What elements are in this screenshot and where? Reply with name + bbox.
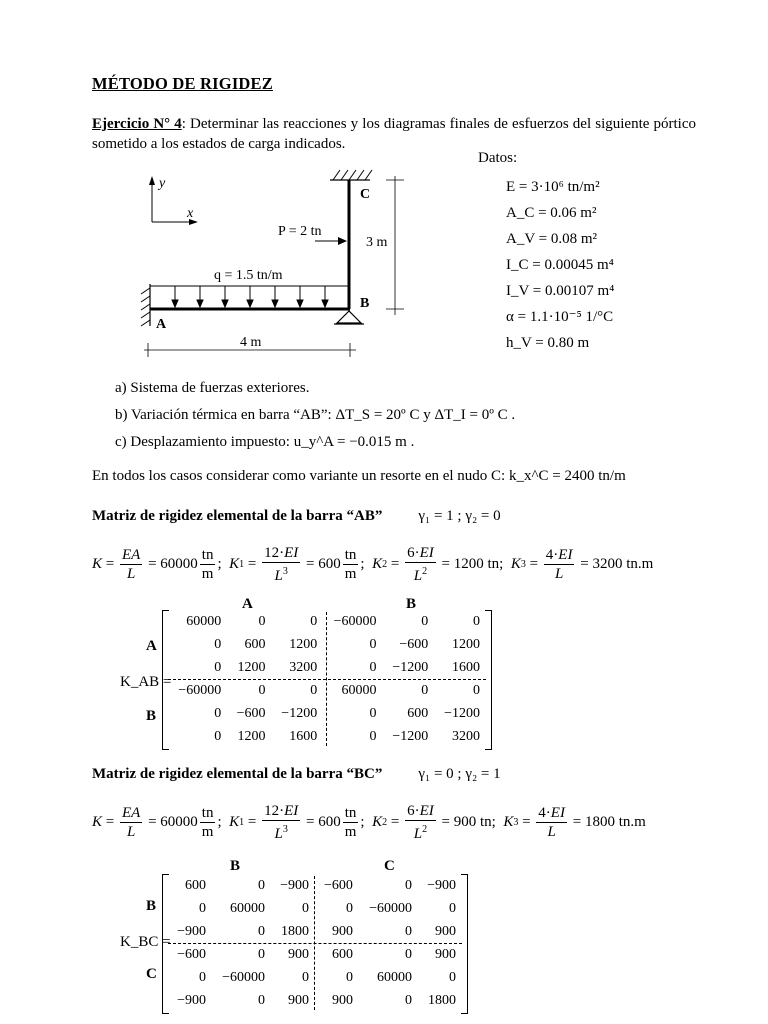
bar-bc-gammas: γ₁ = 0 ; γ₂ = 1	[418, 766, 501, 782]
matrix-cell: 600	[407, 706, 429, 721]
matrix-cell: −900	[280, 878, 309, 893]
matrix-cell: −600	[399, 637, 429, 652]
spring-note: En todos los casos considerar como variante un resorte en el nudo C: k_x^C = 2400 tn/m	[92, 468, 626, 484]
matrix-cell: 600	[331, 947, 353, 962]
bar-bc-k1: 600	[318, 814, 341, 830]
bar-bc-k3: 1800 tn.m	[584, 814, 646, 830]
fixed-support-a-icon	[141, 284, 150, 326]
matrix-row	[168, 966, 462, 989]
bar-ab-row-node-1: A	[146, 638, 157, 654]
matrix-cell: 1200	[289, 637, 318, 652]
bar-bc-row-node-2: C	[146, 966, 157, 982]
bar-ab-heading	[92, 508, 501, 525]
datos-item: I_C = 0.00045 m⁴	[506, 257, 614, 273]
height-label: 3 m	[366, 235, 388, 250]
matrix-cell: 60000	[186, 614, 222, 629]
matrix-cell: −1200	[392, 729, 429, 744]
bar-ab-k1: 600	[318, 556, 341, 572]
matrix-cell: −900	[177, 924, 206, 939]
bar-bc-row-node-1: B	[146, 898, 157, 914]
bar-ab-matrix	[162, 610, 492, 750]
axis-y-label: y	[159, 176, 166, 191]
matrix-cell: 900	[331, 924, 353, 939]
bar-ab-gammas: γ₁ = 1 ; γ₂ = 0	[418, 508, 501, 524]
bar-bc-k2: 900 tn	[453, 814, 492, 830]
matrix-cell: 60000	[376, 970, 412, 985]
matrix-cell: −600	[324, 878, 353, 893]
matrix-cell: 0	[214, 706, 222, 721]
datos-item: A_V = 0.08 m²	[506, 231, 598, 247]
distributed-load-icon	[150, 286, 350, 307]
bar-bc-col-node-1: B	[230, 858, 241, 874]
node-a-label: A	[156, 317, 167, 332]
matrix-cell: 0	[301, 901, 309, 916]
matrix-cell: 0	[369, 729, 377, 744]
bar-ab-k2: 1200 tn	[453, 556, 500, 572]
datos-list	[506, 174, 614, 356]
matrix-cell: 0	[214, 637, 222, 652]
datos-label: Datos:	[478, 150, 518, 166]
matrix-cell: 0	[301, 970, 309, 985]
matrix-cell: 0	[421, 683, 429, 698]
bar-ab-k3: 3200 tn.m	[592, 556, 654, 572]
bar-ab-row-node-2: B	[146, 708, 157, 724]
matrix-cell: 0	[449, 970, 456, 985]
node-c-label: C	[360, 187, 371, 202]
matrix-cell: 900	[287, 993, 309, 1008]
case-item: c) Desplazamiento impuesto: u_y^A = −0.015 m .	[115, 434, 415, 450]
matrix-cell: 0	[214, 660, 222, 675]
matrix-cell: 0	[473, 614, 480, 629]
matrix-cell: −1200	[281, 706, 318, 721]
bar-bc-matrix-table	[168, 874, 462, 1012]
bar-ab-matrix-label: K_AB =	[120, 674, 172, 690]
height-dimension	[386, 176, 404, 315]
matrix-row	[168, 656, 486, 679]
matrix-row	[168, 702, 486, 725]
matrix-cell: 1200	[237, 660, 266, 675]
matrix-cell: 60000	[230, 901, 265, 916]
matrix-cell: 0	[404, 924, 412, 939]
matrix-cell: 0	[258, 947, 265, 962]
matrix-cell: 0	[369, 637, 377, 652]
bar-bc-heading	[92, 766, 501, 783]
matrix-cell: 0	[258, 614, 266, 629]
matrix-cell: 1800	[280, 924, 309, 939]
matrix-cell: −900	[177, 993, 206, 1008]
case-item: a) Sistema de fuerzas exteriores.	[115, 380, 310, 396]
matrix-cell: 900	[435, 947, 456, 962]
matrix-cell: −900	[427, 878, 456, 893]
matrix-cell: 1200	[452, 637, 480, 652]
matrix-cell: 1200	[237, 729, 266, 744]
datos-item: h_V = 0.80 m	[506, 335, 590, 351]
bar-bc-matrix-label: K_BC =	[120, 934, 171, 950]
load-p-label: P = 2 tn	[278, 224, 322, 239]
bar-ab-coefficients: K = $\frac{EA}{L}$ = 60000 $\frac{tn}{m}$ ; K 1 = $\frac{12\cdot EI}{L^3}$ = 600 $\frac{tn}{m}$ ; K 2 = $\frac{6\cdot EI}{L^2}$ = 1200 tn ; K 3 = $\frac{4\cdot EI}{L}$ = 3200 tn.m	[92, 545, 654, 584]
matrix-cell: 0	[345, 970, 353, 985]
matrix-cell: 60000	[341, 683, 377, 698]
matrix-cell: 1600	[452, 660, 480, 675]
matrix-row	[168, 610, 486, 633]
matrix-cell: 0	[258, 993, 265, 1008]
matrix-cell: 0	[369, 660, 377, 675]
matrix-cell: −60000	[333, 614, 377, 629]
matrix-cell: 0	[404, 947, 412, 962]
matrix-cell: 0	[214, 729, 222, 744]
matrix-cell: 0	[345, 901, 353, 916]
matrix-cell: 600	[244, 637, 266, 652]
matrix-cell: 0	[198, 970, 206, 985]
matrix-cell: 0	[404, 878, 412, 893]
bar-ab-col-node-2: B	[406, 596, 417, 612]
exercise-text: : Determinar las reacciones y los diagramas finales de esfuerzos del siguiente pórtico sometido a los estados de carga indicados.	[92, 116, 696, 152]
pin-support-b-icon	[334, 311, 364, 324]
bar-ab-k: 60000	[160, 556, 198, 572]
length-label: 4 m	[240, 335, 262, 350]
matrix-cell: 0	[310, 683, 318, 698]
matrix-cell: −600	[177, 947, 206, 962]
bar-ab-heading-text: Matriz de rigidez elemental de la barra “AB”	[92, 508, 383, 524]
matrix-cell: −60000	[369, 901, 412, 916]
bar-ab-matrix-table	[168, 610, 486, 748]
matrix-row	[168, 633, 486, 656]
page-title: MÉTODO DE RIGIDEZ	[92, 74, 273, 93]
matrix-row	[168, 679, 486, 702]
matrix-row	[168, 920, 462, 943]
matrix-cell: 900	[435, 924, 456, 939]
exercise-statement	[92, 114, 696, 154]
matrix-cell: −600	[236, 706, 266, 721]
matrix-row	[168, 943, 462, 966]
bar-bc-col-node-2: C	[384, 858, 395, 874]
matrix-cell: 0	[198, 901, 206, 916]
node-b-label: B	[360, 296, 370, 311]
load-cases	[115, 375, 515, 456]
fixed-support-c-icon	[330, 170, 372, 180]
bar-bc-heading-text: Matriz de rigidez elemental de la barra “BC”	[92, 766, 383, 782]
matrix-cell: 0	[421, 614, 429, 629]
matrix-cell: 0	[258, 878, 265, 893]
matrix-cell: −60000	[222, 970, 265, 985]
matrix-cell: 0	[473, 683, 480, 698]
bar-bc-k: 60000	[160, 814, 198, 830]
load-q-label: q = 1.5 tn/m	[214, 268, 283, 283]
matrix-cell: 1800	[428, 993, 456, 1008]
matrix-cell: 3200	[452, 729, 480, 744]
datos-item: α = 1.1·10⁻⁵ 1/°C	[506, 309, 614, 325]
matrix-cell: −1200	[444, 706, 480, 721]
matrix-cell: 0	[369, 706, 377, 721]
matrix-cell: 3200	[289, 660, 318, 675]
matrix-cell: 0	[310, 614, 318, 629]
matrix-cell: 0	[449, 901, 456, 916]
bar-ab-col-node-1: A	[242, 596, 253, 612]
bar-bc-matrix	[162, 874, 468, 1014]
matrix-cell: 0	[258, 924, 265, 939]
exercise-label: Ejercicio N° 4	[92, 116, 182, 132]
datos-item: E = 3·10⁶ tn/m²	[506, 179, 600, 195]
matrix-cell: 1600	[289, 729, 318, 744]
axis-x-label: x	[187, 206, 194, 221]
bar-bc-coefficients: K = $\frac{EA}{L}$ = 60000 $\frac{tn}{m}$ ; K 1 = $\frac{12\cdot EI}{L^3}$ = 600 $\frac{tn}{m}$ ; K 2 = $\frac{6\cdot EI}{L^2}$ = 900 tn ; K 3 = $\frac{4\cdot EI}{L}$ = 1800 tn.m	[92, 803, 646, 842]
matrix-row	[168, 874, 462, 897]
matrix-cell: 900	[331, 993, 353, 1008]
case-item: b) Variación térmica en barra “AB”: ΔT_S = 20º C y ΔT_I = 0º C .	[115, 407, 516, 423]
matrix-cell: 0	[258, 683, 266, 698]
matrix-row	[168, 725, 486, 748]
matrix-cell: 0	[404, 993, 412, 1008]
matrix-cell: −60000	[178, 683, 222, 698]
matrix-cell: −1200	[392, 660, 429, 675]
matrix-row	[168, 989, 462, 1012]
datos-item: A_C = 0.06 m²	[506, 205, 597, 221]
datos-item: I_V = 0.00107 m⁴	[506, 283, 615, 299]
matrix-cell: 600	[184, 878, 206, 893]
frame-diagram	[120, 160, 420, 360]
matrix-row	[168, 897, 462, 920]
matrix-cell: 900	[287, 947, 309, 962]
